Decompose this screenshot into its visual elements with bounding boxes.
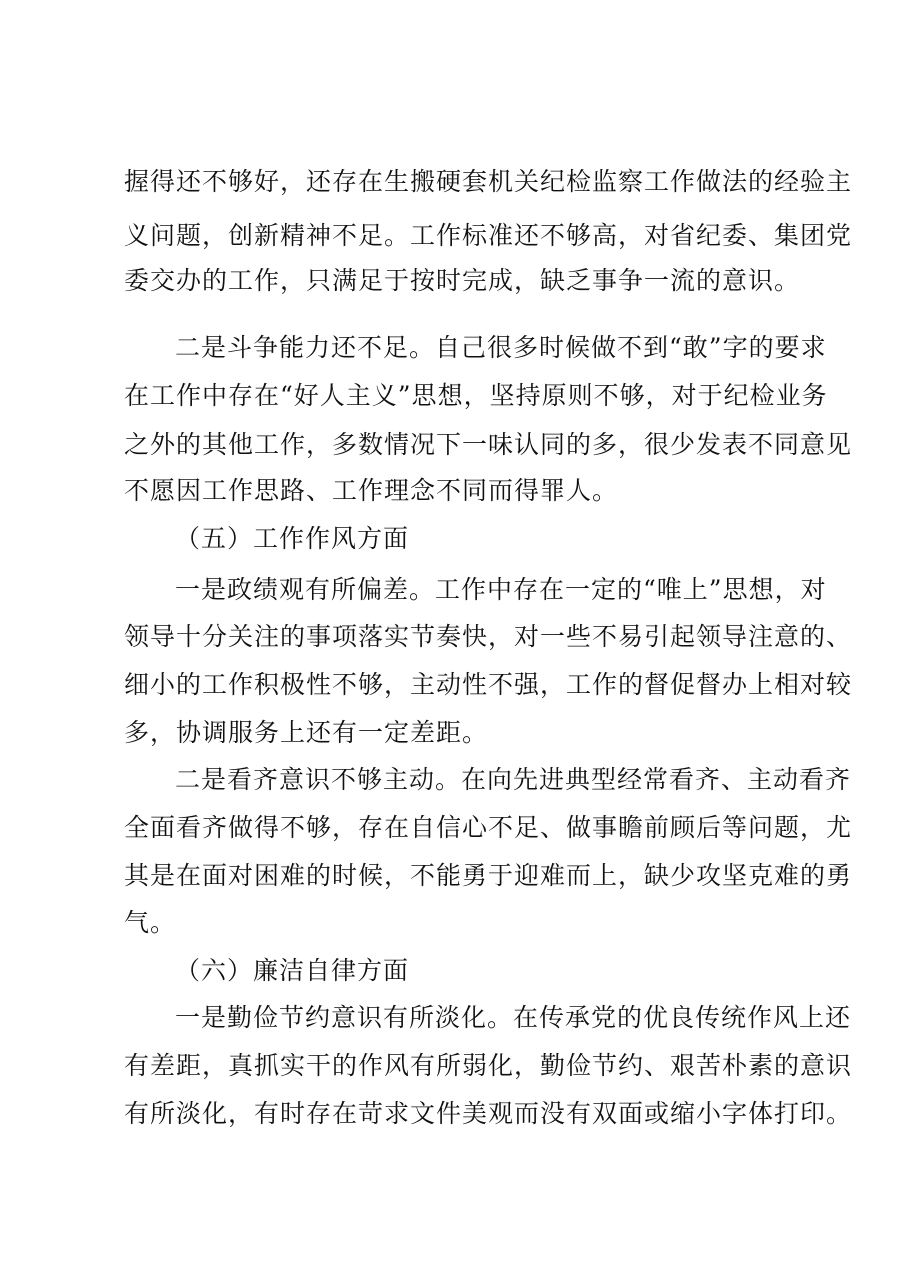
text-line-7: 不愿因工作思路、工作理念不同而得罪人。 — [124, 476, 619, 505]
text-line-9: 一是政绩观有所偏差。工作中存在一定的“唯上”思想，对 — [175, 575, 827, 604]
text-line-6: 之外的其他工作，多数情况下一味认同的多，很少发表不同意见 — [124, 430, 853, 459]
text-line-3: 委交办的工作，只满足于按时完成，缺乏事争一流的意识。 — [124, 266, 801, 295]
text-line-2: 义问题，创新精神不足。工作标准还不够高，对省纪委、集团党 — [124, 221, 853, 250]
section-heading-six: （六）廉洁自律方面 — [175, 956, 410, 985]
text-line-1: 握得还不够好，还存在生搬硬套机关纪检监察工作做法的经验主 — [124, 167, 853, 196]
text-line-14: 全面看齐做得不够，存在自信心不足、做事瞻前顾后等问题，尤 — [124, 813, 853, 842]
text-line-15: 其是在面对困难的时候，不能勇于迎难而上，缺少攻坚克难的勇 — [124, 861, 853, 890]
text-line-12: 多，协调服务上还有一定差距。 — [124, 718, 489, 747]
text-line-10: 领导十分关注的事项落实节奏快，对一些不易引起领导注意的、 — [124, 622, 853, 651]
text-line-11: 细小的工作积极性不够，主动性不强，工作的督促督办上相对较 — [124, 670, 853, 699]
text-line-18: 一是勤俭节约意识有所淡化。在传承党的优良传统作风上还 — [175, 1003, 852, 1032]
text-line-16: 气。 — [124, 908, 177, 937]
text-line-5: 在工作中存在“好人主义”思想，坚持原则不够，对于纪检业务 — [124, 381, 828, 410]
text-line-19: 有差距，真抓实干的作风有所弱化，勤俭节约、艰苦朴素的意识 — [124, 1051, 853, 1080]
text-line-13: 二是看齐意识不够主动。在向先进典型经常看齐、主动看齐 — [175, 765, 852, 794]
section-heading-five: （五）工作作风方面 — [175, 524, 410, 553]
text-line-4: 二是斗争能力还不足。自己很多时候做不到“敢”字的要求 — [175, 333, 827, 362]
text-line-20: 有所淡化，有时存在苛求文件美观而没有双面或缩小字体打印。 — [124, 1099, 853, 1128]
